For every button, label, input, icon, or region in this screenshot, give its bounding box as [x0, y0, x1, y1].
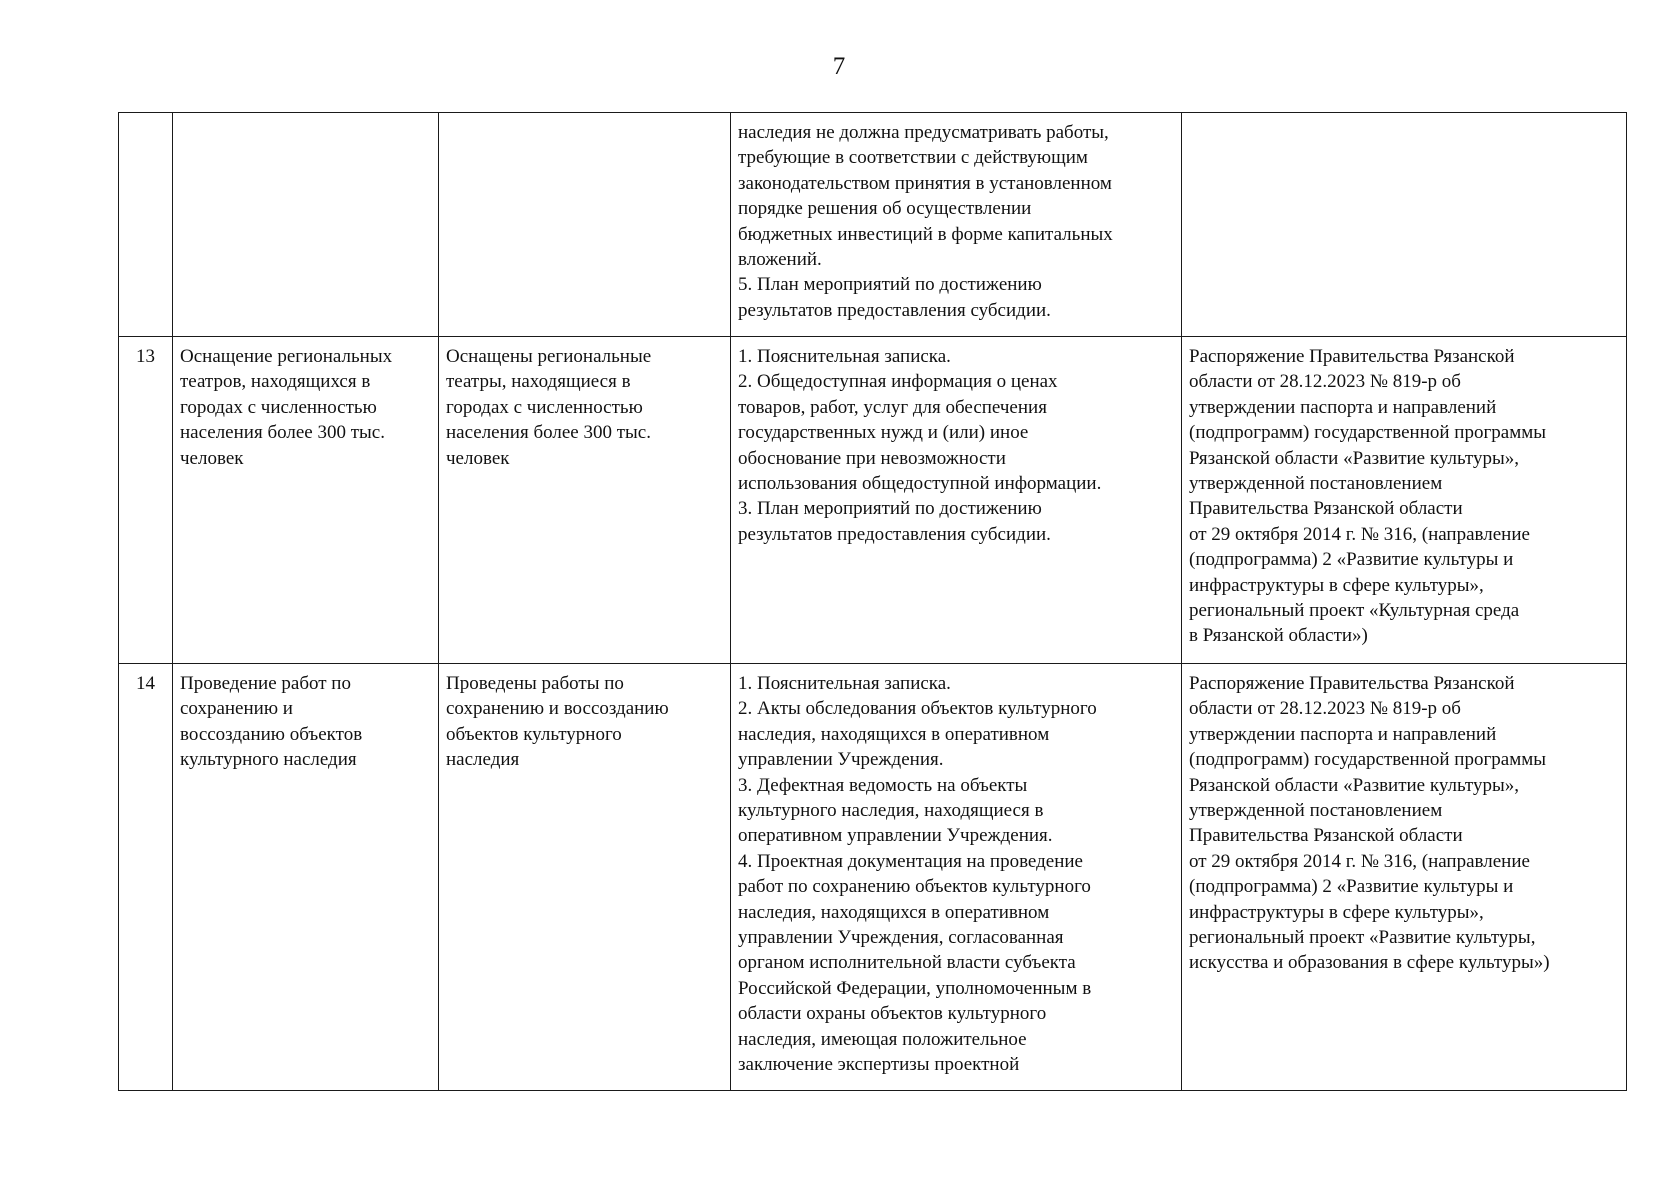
cell-text-line: театры, находящиеся в — [446, 371, 631, 393]
cell-documents — [731, 113, 1182, 337]
cell-text-line: в Рязанской области») — [1189, 625, 1368, 647]
cell-text-line: (подпрограмма) 2 «Развитие культуры и — [1189, 876, 1514, 898]
cell-text-line: искусства и образования в сфере культуры») — [1189, 952, 1550, 974]
cell-text-line: порядке решения об осуществлении — [738, 198, 1032, 220]
cell-number: 14 — [119, 664, 173, 1091]
cell-text-line: наследия, находящихся в оперативном — [738, 723, 1050, 745]
cell-text-line: работ по сохранению объектов культурного — [738, 876, 1091, 898]
cell-text-line: требующие в соответствии с действующим — [738, 147, 1088, 169]
cell-text-line: 3. План мероприятий по достижению — [738, 498, 1042, 520]
cell-text-line: театров, находящихся в — [180, 371, 371, 393]
cell-text-line: Рязанской области «Развитие культуры», — [1189, 774, 1519, 796]
cell-text-line: Правительства Рязанской области — [1189, 825, 1463, 847]
cell-text-line: вложений. — [738, 249, 822, 271]
cell-text-line: (подпрограмм) государственной программы — [1189, 749, 1547, 771]
cell-text-line: органом исполнительной власти субъекта — [738, 952, 1076, 974]
cell-result — [439, 113, 731, 337]
table-row-continuation — [119, 113, 1627, 337]
cell-text-line: Российской Федерации, уполномоченным в — [738, 977, 1092, 999]
cell-text-line: области от 28.12.2023 № 819-р об — [1189, 371, 1461, 393]
cell-text-line: Правительства Рязанской области — [1189, 498, 1463, 520]
table-row — [119, 337, 1627, 664]
cell-text-line: утвержденной постановлением — [1189, 473, 1443, 495]
cell-text-line: (подпрограмм) государственной программы — [1189, 422, 1547, 444]
cell-text-line: культурного наследия — [180, 749, 357, 771]
cell-text-line: (подпрограмма) 2 «Развитие культуры и — [1189, 549, 1514, 571]
cell-text-line: результатов предоставления субсидии. — [738, 299, 1051, 321]
cell-text-line: инфраструктуры в сфере культуры», — [1189, 574, 1484, 596]
cell-text-line: наследия, находящихся в оперативном — [738, 901, 1050, 923]
cell-text-line: заключение экспертизы проектной — [738, 1054, 1020, 1076]
cell-text-line: объектов культурного — [446, 723, 622, 745]
cell-text-line: управлении Учреждения. — [738, 749, 944, 771]
cell-text-line: законодательством принятия в установленном — [738, 172, 1112, 194]
cell-text-line: инфраструктуры в сфере культуры», — [1189, 901, 1484, 923]
cell-text-line: региональный проект «Культурная среда — [1189, 600, 1520, 622]
cell-text-line: государственных нужд и (или) иное — [738, 422, 1029, 444]
cell-text-line: Оснащены региональные — [446, 346, 652, 367]
cell-text-line: 1. Пояснительная записка. — [738, 346, 951, 367]
cell-text-line: Распоряжение Правительства Рязанской — [1189, 673, 1515, 694]
cell-text-line: сохранению и воссозданию — [446, 698, 669, 720]
cell-text-line: сохранению и — [180, 698, 293, 720]
cell-text-line: от 29 октября 2014 г. № 316, (направление — [1189, 523, 1530, 545]
cell-text-line: 4. Проектная документация на проведение — [738, 850, 1083, 872]
cell-legal-basis — [1182, 337, 1627, 664]
cell-text-line: Рязанской области «Развитие культуры», — [1189, 447, 1519, 469]
cell-text-line: управлении Учреждения, согласованная — [738, 927, 1064, 949]
cell-text-line: Проведение работ по — [180, 673, 351, 694]
cell-text-line: области от 28.12.2023 № 819-р об — [1189, 698, 1461, 720]
cell-measure-name — [173, 337, 439, 664]
cell-number — [119, 113, 173, 337]
cell-text-line: от 29 октября 2014 г. № 316, (направление — [1189, 850, 1530, 872]
cell-text-line: 1. Пояснительная записка. — [738, 673, 951, 694]
cell-text-line: наследия, имеющая положительное — [738, 1028, 1027, 1050]
page-number: 7 — [832, 53, 846, 80]
cell-text-line: Распоряжение Правительства Рязанской — [1189, 346, 1515, 367]
cell-text-line: культурного наследия, находящиеся в — [738, 800, 1044, 822]
cell-measure-name — [173, 664, 439, 1091]
cell-text-line: товаров, работ, услуг для обеспечения — [738, 396, 1047, 418]
table-row — [119, 664, 1627, 1091]
cell-text-line: 2. Общедоступная информация о ценах — [738, 371, 1058, 393]
cell-text-line: бюджетных инвестиций в форме капитальных — [738, 223, 1113, 245]
cell-text-line: области охраны объектов культурного — [738, 1003, 1047, 1025]
cell-text-line: наследия не должна предусматривать работы, — [738, 122, 1109, 143]
cell-text-line: региональный проект «Развитие культуры, — [1189, 927, 1536, 949]
cell-text-line: 2. Акты обследования объектов культурного — [738, 698, 1097, 720]
cell-text-line: результатов предоставления субсидии. — [738, 523, 1051, 545]
cell-text-line: Проведены работы по — [446, 673, 624, 694]
cell-text-line: воссозданию объектов — [180, 723, 363, 745]
cell-text-line: наследия — [446, 749, 520, 771]
cell-text-line: населения более 300 тыс. — [180, 422, 385, 444]
measures-table — [118, 112, 1627, 1091]
cell-text-line: 3. Дефектная ведомость на объекты — [738, 774, 1028, 796]
cell-text-line: 5. План мероприятий по достижению — [738, 274, 1042, 296]
cell-text-line: городах с численностью — [180, 396, 377, 418]
cell-text-line: Оснащение региональных — [180, 346, 393, 367]
cell-text-line: городах с численностью — [446, 396, 643, 418]
cell-text-line: оперативном управлении Учреждения. — [738, 825, 1053, 847]
cell-measure-name — [173, 113, 439, 337]
cell-documents — [731, 337, 1182, 664]
cell-legal-basis — [1182, 664, 1627, 1091]
cell-text-line: человек — [446, 447, 510, 469]
cell-text-line: населения более 300 тыс. — [446, 422, 651, 444]
cell-documents — [731, 664, 1182, 1091]
cell-number: 13 — [119, 337, 173, 664]
cell-text-line: утверждении паспорта и направлений — [1189, 723, 1497, 745]
cell-text-line: использования общедоступной информации. — [738, 473, 1102, 495]
cell-result — [439, 664, 731, 1091]
cell-text-line: обоснование при невозможности — [738, 447, 1006, 469]
cell-result — [439, 337, 731, 664]
cell-text-line: человек — [180, 447, 244, 469]
cell-legal-basis — [1182, 113, 1627, 337]
cell-text-line: утвержденной постановлением — [1189, 800, 1443, 822]
cell-text-line: утверждении паспорта и направлений — [1189, 396, 1497, 418]
